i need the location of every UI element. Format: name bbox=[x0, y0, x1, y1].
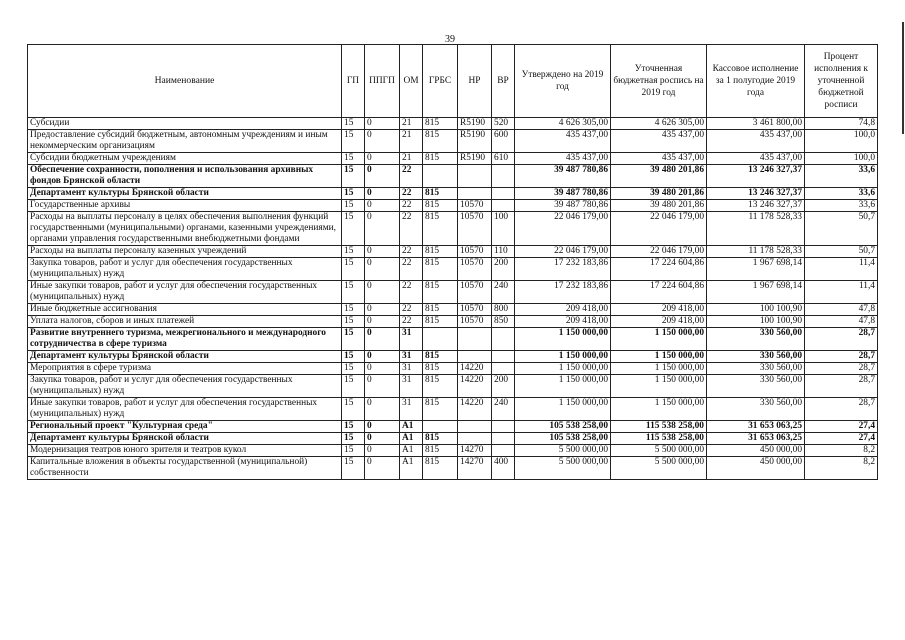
cell-vr bbox=[492, 445, 515, 457]
cell-name: Расходы на выплаты персоналу казенных учреждений bbox=[28, 246, 342, 258]
cell-cash: 1 967 698,14 bbox=[707, 281, 805, 304]
cell-name: Обеспечение сохранности, пополнения и использования архивных фондов Брянской области bbox=[28, 165, 342, 188]
cell-name: Развитие внутреннего туризма, межрегионального и международного сотрудничества в сфере туризма bbox=[28, 328, 342, 351]
cell-om: 31 bbox=[400, 351, 423, 363]
cell-approved: 22 046 179,00 bbox=[515, 212, 611, 246]
cell-nr: 10570 bbox=[458, 316, 492, 328]
cell-percent: 28,7 bbox=[805, 375, 878, 398]
cell-name: Закупка товаров, работ и услуг для обеспечения государственных (муниципальных) нужд bbox=[28, 258, 342, 281]
cell-nr bbox=[458, 188, 492, 200]
cell-vr bbox=[492, 328, 515, 351]
table-body bbox=[28, 118, 878, 480]
cell-gp: 15 bbox=[342, 445, 365, 457]
cell-om: A1 bbox=[400, 433, 423, 445]
cell-refined: 17 224 604,86 bbox=[611, 281, 707, 304]
cell-cash: 100 100,90 bbox=[707, 316, 805, 328]
cell-percent: 27,4 bbox=[805, 433, 878, 445]
cell-grbs: 815 bbox=[423, 375, 458, 398]
cell-name: Расходы на выплаты персоналу в целях обеспечения выполнения функций государственными (муниципальными) органами, казенными учреждениями, органами управления государственными внебюджетными фондами bbox=[28, 212, 342, 246]
cell-cash: 13 246 327,37 bbox=[707, 188, 805, 200]
cell-gp: 15 bbox=[342, 118, 365, 130]
cell-om: 22 bbox=[400, 212, 423, 246]
table-row bbox=[28, 212, 878, 246]
cell-ppgp: 0 bbox=[365, 130, 400, 153]
cell-om: 31 bbox=[400, 363, 423, 375]
cell-refined: 1 150 000,00 bbox=[611, 328, 707, 351]
cell-gp: 15 bbox=[342, 188, 365, 200]
cell-gp: 15 bbox=[342, 375, 365, 398]
cell-nr: 14270 bbox=[458, 445, 492, 457]
header-om: ОМ bbox=[400, 45, 423, 118]
cell-percent: 50,7 bbox=[805, 246, 878, 258]
cell-nr: 14270 bbox=[458, 457, 492, 480]
cell-gp: 15 bbox=[342, 281, 365, 304]
table-row bbox=[28, 304, 878, 316]
cell-name: Закупка товаров, работ и услуг для обеспечения государственных (муниципальных) нужд bbox=[28, 375, 342, 398]
cell-gp: 15 bbox=[342, 130, 365, 153]
table-row bbox=[28, 363, 878, 375]
cell-grbs: 815 bbox=[423, 351, 458, 363]
cell-cash: 435 437,00 bbox=[707, 153, 805, 165]
cell-approved: 39 487 780,86 bbox=[515, 165, 611, 188]
cell-grbs: 815 bbox=[423, 212, 458, 246]
cell-approved: 39 487 780,86 bbox=[515, 200, 611, 212]
cell-name: Государственные архивы bbox=[28, 200, 342, 212]
cell-refined: 4 626 305,00 bbox=[611, 118, 707, 130]
cell-vr: 400 bbox=[492, 457, 515, 480]
cell-name: Мероприятия в сфере туризма bbox=[28, 363, 342, 375]
cell-cash: 1 967 698,14 bbox=[707, 258, 805, 281]
header-approved: Утверждено на 2019 год bbox=[515, 45, 611, 118]
cell-ppgp: 0 bbox=[365, 316, 400, 328]
cell-vr: 240 bbox=[492, 281, 515, 304]
cell-gp: 15 bbox=[342, 351, 365, 363]
cell-om: 22 bbox=[400, 258, 423, 281]
cell-grbs: 815 bbox=[423, 188, 458, 200]
table-row bbox=[28, 153, 878, 165]
table-row bbox=[28, 200, 878, 212]
header-vr: ВР bbox=[492, 45, 515, 118]
cell-grbs: 815 bbox=[423, 153, 458, 165]
cell-name: Уплата налогов, сборов и иных платежей bbox=[28, 316, 342, 328]
cell-ppgp: 0 bbox=[365, 375, 400, 398]
cell-gp: 15 bbox=[342, 304, 365, 316]
cell-gp: 15 bbox=[342, 316, 365, 328]
cell-grbs: 815 bbox=[423, 200, 458, 212]
cell-refined: 39 480 201,86 bbox=[611, 200, 707, 212]
table-row bbox=[28, 433, 878, 445]
cell-cash: 3 461 800,00 bbox=[707, 118, 805, 130]
cell-percent: 28,7 bbox=[805, 351, 878, 363]
cell-vr: 610 bbox=[492, 153, 515, 165]
cell-cash: 330 560,00 bbox=[707, 328, 805, 351]
cell-om: 31 bbox=[400, 398, 423, 421]
cell-nr: 10570 bbox=[458, 304, 492, 316]
cell-om: 21 bbox=[400, 118, 423, 130]
cell-cash: 330 560,00 bbox=[707, 398, 805, 421]
page-number: 39 bbox=[445, 34, 455, 45]
cell-vr: 240 bbox=[492, 398, 515, 421]
cell-grbs: 815 bbox=[423, 258, 458, 281]
cell-om: 22 bbox=[400, 200, 423, 212]
cell-approved: 209 418,00 bbox=[515, 316, 611, 328]
cell-name: Иные закупки товаров, работ и услуг для обеспечения государственных (муниципальных) нужд bbox=[28, 398, 342, 421]
cell-om: 21 bbox=[400, 130, 423, 153]
cell-vr bbox=[492, 188, 515, 200]
header-gp: ГП bbox=[342, 45, 365, 118]
cell-cash: 31 653 063,25 bbox=[707, 421, 805, 433]
cell-om: A1 bbox=[400, 421, 423, 433]
table-row bbox=[28, 258, 878, 281]
cell-approved: 105 538 258,00 bbox=[515, 421, 611, 433]
cell-percent: 33,6 bbox=[805, 165, 878, 188]
table-row bbox=[28, 375, 878, 398]
cell-vr: 200 bbox=[492, 258, 515, 281]
header-cash: Кассовое исполнение за 1 полугодие 2019 года bbox=[707, 45, 805, 118]
cell-ppgp: 0 bbox=[365, 351, 400, 363]
cell-om: 31 bbox=[400, 328, 423, 351]
table-row bbox=[28, 445, 878, 457]
cell-vr: 100 bbox=[492, 212, 515, 246]
cell-cash: 330 560,00 bbox=[707, 375, 805, 398]
cell-om: 22 bbox=[400, 246, 423, 258]
cell-name: Капитальные вложения в объекты государственной (муниципальной) собственности bbox=[28, 457, 342, 480]
cell-ppgp: 0 bbox=[365, 281, 400, 304]
cell-nr: R5190 bbox=[458, 118, 492, 130]
cell-om: 22 bbox=[400, 188, 423, 200]
cell-nr bbox=[458, 351, 492, 363]
cell-ppgp: 0 bbox=[365, 188, 400, 200]
table-header-row bbox=[28, 45, 878, 118]
cell-gp: 15 bbox=[342, 398, 365, 421]
table-row bbox=[28, 421, 878, 433]
cell-refined: 5 500 000,00 bbox=[611, 457, 707, 480]
cell-approved: 209 418,00 bbox=[515, 304, 611, 316]
cell-percent: 50,7 bbox=[805, 212, 878, 246]
cell-gp: 15 bbox=[342, 457, 365, 480]
cell-refined: 1 150 000,00 bbox=[611, 351, 707, 363]
cell-approved: 1 150 000,00 bbox=[515, 375, 611, 398]
cell-nr bbox=[458, 165, 492, 188]
cell-ppgp: 0 bbox=[365, 363, 400, 375]
cell-percent: 11,4 bbox=[805, 281, 878, 304]
header-grbs: ГРБС bbox=[423, 45, 458, 118]
cell-name: Департамент культуры Брянской области bbox=[28, 433, 342, 445]
cell-vr bbox=[492, 433, 515, 445]
cell-ppgp: 0 bbox=[365, 398, 400, 421]
cell-percent: 100,0 bbox=[805, 130, 878, 153]
cell-refined: 1 150 000,00 bbox=[611, 398, 707, 421]
cell-gp: 15 bbox=[342, 246, 365, 258]
cell-nr: 10570 bbox=[458, 281, 492, 304]
cell-om: 21 bbox=[400, 153, 423, 165]
cell-name: Субсидии bbox=[28, 118, 342, 130]
cell-vr: 200 bbox=[492, 375, 515, 398]
cell-vr: 110 bbox=[492, 246, 515, 258]
cell-approved: 5 500 000,00 bbox=[515, 445, 611, 457]
cell-refined: 39 480 201,86 bbox=[611, 188, 707, 200]
cell-percent: 47,8 bbox=[805, 316, 878, 328]
table-row bbox=[28, 188, 878, 200]
cell-refined: 1 150 000,00 bbox=[611, 363, 707, 375]
table-row bbox=[28, 165, 878, 188]
cell-nr: 10570 bbox=[458, 200, 492, 212]
cell-approved: 1 150 000,00 bbox=[515, 363, 611, 375]
cell-approved: 1 150 000,00 bbox=[515, 328, 611, 351]
cell-nr: R5190 bbox=[458, 153, 492, 165]
cell-refined: 435 437,00 bbox=[611, 153, 707, 165]
cell-nr: 14220 bbox=[458, 398, 492, 421]
cell-nr: 10570 bbox=[458, 212, 492, 246]
cell-om: 22 bbox=[400, 281, 423, 304]
cell-gp: 15 bbox=[342, 363, 365, 375]
cell-name: Предоставление субсидий бюджетным, автономным учреждениям и иным некоммерческим организациям bbox=[28, 130, 342, 153]
cell-approved: 5 500 000,00 bbox=[515, 457, 611, 480]
cell-grbs bbox=[423, 328, 458, 351]
cell-gp: 15 bbox=[342, 212, 365, 246]
cell-refined: 39 480 201,86 bbox=[611, 165, 707, 188]
cell-name: Региональный проект "Культурная среда" bbox=[28, 421, 342, 433]
cell-cash: 11 178 528,33 bbox=[707, 246, 805, 258]
cell-om: 22 bbox=[400, 304, 423, 316]
cell-grbs: 815 bbox=[423, 130, 458, 153]
cell-cash: 330 560,00 bbox=[707, 351, 805, 363]
cell-gp: 15 bbox=[342, 328, 365, 351]
cell-ppgp: 0 bbox=[365, 212, 400, 246]
cell-name: Иные бюджетные ассигнования bbox=[28, 304, 342, 316]
table-row bbox=[28, 281, 878, 304]
cell-approved: 39 487 780,86 bbox=[515, 188, 611, 200]
header-refined: Уточненная бюджетная роспись на 2019 год bbox=[611, 45, 707, 118]
cell-grbs: 815 bbox=[423, 304, 458, 316]
cell-name: Департамент культуры Брянской области bbox=[28, 188, 342, 200]
cell-name: Департамент культуры Брянской области bbox=[28, 351, 342, 363]
cell-om: 31 bbox=[400, 375, 423, 398]
cell-nr bbox=[458, 421, 492, 433]
cell-percent: 33,6 bbox=[805, 188, 878, 200]
table-row bbox=[28, 130, 878, 153]
cell-approved: 435 437,00 bbox=[515, 130, 611, 153]
cell-om: A1 bbox=[400, 457, 423, 480]
table-row bbox=[28, 398, 878, 421]
cell-cash: 13 246 327,37 bbox=[707, 200, 805, 212]
table-row bbox=[28, 328, 878, 351]
cell-refined: 1 150 000,00 bbox=[611, 375, 707, 398]
cell-cash: 450 000,00 bbox=[707, 445, 805, 457]
cell-percent: 74,8 bbox=[805, 118, 878, 130]
cell-approved: 17 232 183,86 bbox=[515, 258, 611, 281]
cell-grbs: 815 bbox=[423, 433, 458, 445]
cell-om: 22 bbox=[400, 165, 423, 188]
cell-nr bbox=[458, 328, 492, 351]
cell-cash: 13 246 327,37 bbox=[707, 165, 805, 188]
cell-refined: 209 418,00 bbox=[611, 316, 707, 328]
cell-om: 22 bbox=[400, 316, 423, 328]
cell-ppgp: 0 bbox=[365, 433, 400, 445]
cell-nr: 14220 bbox=[458, 375, 492, 398]
cell-approved: 17 232 183,86 bbox=[515, 281, 611, 304]
cell-refined: 5 500 000,00 bbox=[611, 445, 707, 457]
cell-grbs: 815 bbox=[423, 281, 458, 304]
budget-table bbox=[27, 44, 878, 480]
cell-gp: 15 bbox=[342, 421, 365, 433]
cell-percent: 28,7 bbox=[805, 398, 878, 421]
cell-approved: 4 626 305,00 bbox=[515, 118, 611, 130]
cell-vr: 600 bbox=[492, 130, 515, 153]
cell-percent: 28,7 bbox=[805, 363, 878, 375]
cell-percent: 47,8 bbox=[805, 304, 878, 316]
cell-vr bbox=[492, 200, 515, 212]
cell-grbs bbox=[423, 165, 458, 188]
cell-ppgp: 0 bbox=[365, 246, 400, 258]
header-name: Наименование bbox=[28, 45, 342, 118]
cell-ppgp: 0 bbox=[365, 165, 400, 188]
cell-vr bbox=[492, 363, 515, 375]
cell-refined: 115 538 258,00 bbox=[611, 433, 707, 445]
cell-vr bbox=[492, 351, 515, 363]
cell-percent: 11,4 bbox=[805, 258, 878, 281]
table-row bbox=[28, 316, 878, 328]
cell-approved: 1 150 000,00 bbox=[515, 398, 611, 421]
header-ppgp: ППГП bbox=[365, 45, 400, 118]
cell-nr: 10570 bbox=[458, 258, 492, 281]
cell-percent: 8,2 bbox=[805, 457, 878, 480]
cell-approved: 105 538 258,00 bbox=[515, 433, 611, 445]
cell-cash: 11 178 528,33 bbox=[707, 212, 805, 246]
cell-approved: 1 150 000,00 bbox=[515, 351, 611, 363]
cell-nr bbox=[458, 433, 492, 445]
cell-gp: 15 bbox=[342, 258, 365, 281]
cell-grbs: 815 bbox=[423, 118, 458, 130]
cell-ppgp: 0 bbox=[365, 200, 400, 212]
cell-ppgp: 0 bbox=[365, 457, 400, 480]
cell-cash: 330 560,00 bbox=[707, 363, 805, 375]
table-row bbox=[28, 457, 878, 480]
cell-refined: 22 046 179,00 bbox=[611, 212, 707, 246]
cell-ppgp: 0 bbox=[365, 304, 400, 316]
cell-grbs bbox=[423, 421, 458, 433]
cell-gp: 15 bbox=[342, 433, 365, 445]
cell-gp: 15 bbox=[342, 153, 365, 165]
cell-grbs: 815 bbox=[423, 457, 458, 480]
cell-percent: 100,0 bbox=[805, 153, 878, 165]
cell-cash: 435 437,00 bbox=[707, 130, 805, 153]
cell-name: Субсидии бюджетным учреждениям bbox=[28, 153, 342, 165]
table-row bbox=[28, 351, 878, 363]
cell-name: Иные закупки товаров, работ и услуг для обеспечения государственных (муниципальных) нужд bbox=[28, 281, 342, 304]
cell-grbs: 815 bbox=[423, 445, 458, 457]
cell-refined: 22 046 179,00 bbox=[611, 246, 707, 258]
cell-refined: 435 437,00 bbox=[611, 130, 707, 153]
cell-ppgp: 0 bbox=[365, 445, 400, 457]
cell-grbs: 815 bbox=[423, 363, 458, 375]
cell-refined: 209 418,00 bbox=[611, 304, 707, 316]
cell-cash: 100 100,90 bbox=[707, 304, 805, 316]
cell-percent: 28,7 bbox=[805, 328, 878, 351]
cell-vr: 800 bbox=[492, 304, 515, 316]
cell-vr bbox=[492, 165, 515, 188]
cell-approved: 22 046 179,00 bbox=[515, 246, 611, 258]
cell-nr: 14220 bbox=[458, 363, 492, 375]
page-edge-line bbox=[902, 22, 904, 134]
cell-percent: 33,6 bbox=[805, 200, 878, 212]
cell-ppgp: 0 bbox=[365, 421, 400, 433]
table-row bbox=[28, 118, 878, 130]
cell-nr: R5190 bbox=[458, 130, 492, 153]
cell-ppgp: 0 bbox=[365, 328, 400, 351]
header-percent: Процент исполнения к уточненной бюджетной росписи bbox=[805, 45, 878, 118]
cell-ppgp: 0 bbox=[365, 118, 400, 130]
cell-approved: 435 437,00 bbox=[515, 153, 611, 165]
cell-grbs: 815 bbox=[423, 246, 458, 258]
cell-cash: 31 653 063,25 bbox=[707, 433, 805, 445]
cell-percent: 8,2 bbox=[805, 445, 878, 457]
cell-om: A1 bbox=[400, 445, 423, 457]
cell-refined: 115 538 258,00 bbox=[611, 421, 707, 433]
cell-name: Модернизация театров юного зрителя и театров кукол bbox=[28, 445, 342, 457]
cell-ppgp: 0 bbox=[365, 153, 400, 165]
cell-gp: 15 bbox=[342, 200, 365, 212]
cell-vr: 850 bbox=[492, 316, 515, 328]
cell-ppgp: 0 bbox=[365, 258, 400, 281]
cell-vr bbox=[492, 421, 515, 433]
cell-vr: 520 bbox=[492, 118, 515, 130]
cell-nr: 10570 bbox=[458, 246, 492, 258]
header-nr: НР bbox=[458, 45, 492, 118]
cell-percent: 27,4 bbox=[805, 421, 878, 433]
cell-grbs: 815 bbox=[423, 316, 458, 328]
cell-cash: 450 000,00 bbox=[707, 457, 805, 480]
table-row bbox=[28, 246, 878, 258]
cell-refined: 17 224 604,86 bbox=[611, 258, 707, 281]
cell-gp: 15 bbox=[342, 165, 365, 188]
cell-grbs: 815 bbox=[423, 398, 458, 421]
